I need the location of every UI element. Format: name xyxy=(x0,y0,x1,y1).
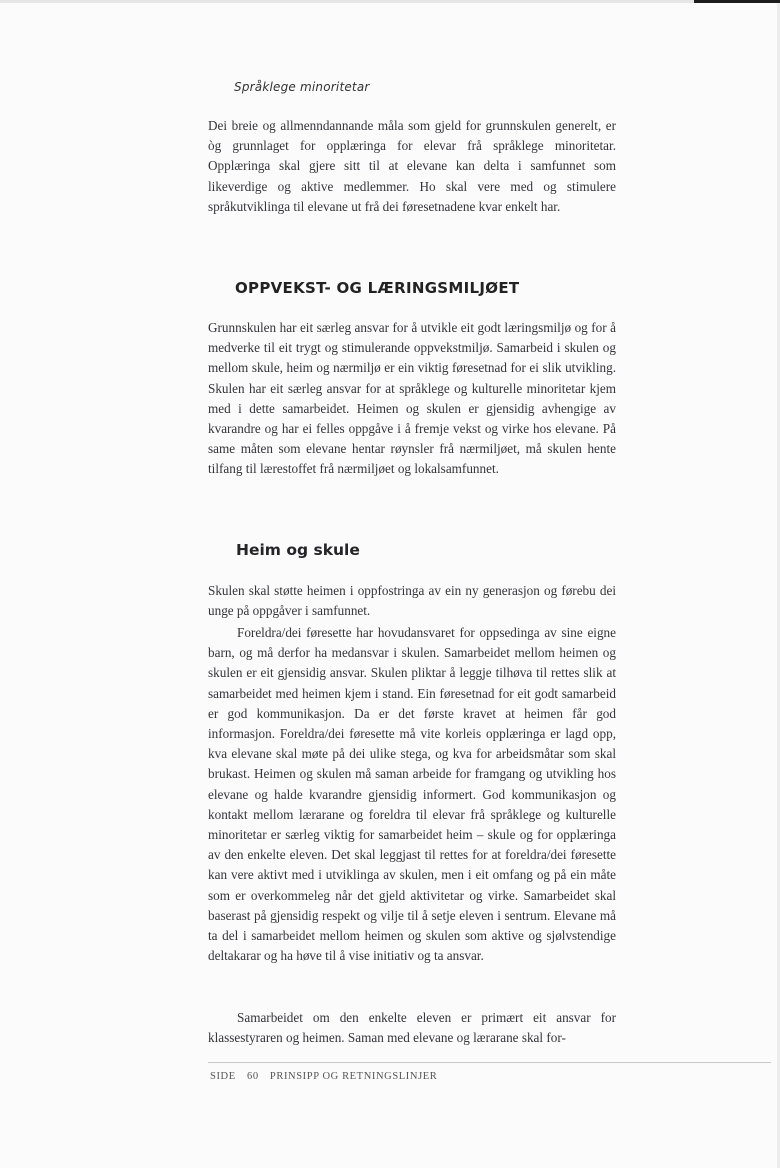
footer-side-label: SIDE xyxy=(210,1071,236,1082)
scan-bar xyxy=(694,0,780,3)
subsection-paragraph-3: Samarbeidet om den enkelte eleven er primært eit ansvar for klassestyraren og heimen. Saman med elevane og lærarane skal for- xyxy=(208,1010,616,1046)
subsection-heading: Heim og skule xyxy=(236,541,360,559)
section-heading: OPPVEKST- OG LÆRINGSMILJØET xyxy=(235,279,520,297)
running-head: Språklege minoritetar xyxy=(234,80,370,94)
subsection-paragraph-2: Foreldra/dei føresette har hovudansvaret for oppsedinga av sine eigne barn, og må derfor ha medansvar i skulen. Samarbeidet mellom heimen og skulen er eit gjensidig ansvar. Skulen pliktar å leggje tilhøva til rettes slik at samarbeidet med heimen kjem i stand. Ein føresetnad for eit godt samarbeid er god kommunikasjon. Da er det første kravet at heimen får god informasjon. Foreldra/dei føresette må vite korleis opplæringa er lagd opp, kva elevane skal møte på dei ulike stega, og kva for arbeidsmåtar som skal brukast. Heimen og skulen må saman arbeide for framgang og utvikling hos elevane og halde kvarandre gjensidig informert. God kommunikasjon og kontakt mellom lærarane og foreldra til elevar frå språklege og kulturelle minoritetar er særleg viktig for samarbeidet heim – skule og for opplæringa av den enkelte eleven. Det skal leggjast til rettes for at foreldra/dei føresette kan vere aktivt med i utviklinga av skulen, men i eit omfang og på ein måte som er overkommeleg når det gjeld aktivitetar og virke. Samarbeidet skal baserast på gjensidig respekt og vilje til å setje eleven i sentrum. Elevane må ta del i samarbeidet mellom heimen og skulen som aktive og sjølvstendige deltakarar og ha høve til å vise initiativ og ta ansvar. xyxy=(208,625,616,964)
page-footer xyxy=(210,1071,445,1082)
footer-title: PRINSIPP OG RETNINGSLINJER xyxy=(269,1071,438,1082)
intro-paragraph: Dei breie og allmenndannande måla som gjeld for grunnskulen generelt, er òg grunnlaget for opplæringa for elevar frå språklege minoritetar. Opplæringa skal gjere sitt til at elevane kan delta i samfunnet som likeverdige og aktive medlemmer. Ho skal vere med og stimulere språkutviklinga til elevane ut frå dei føresetnadene kvar enkelt har. xyxy=(208,118,616,214)
footer-page-number: 60 xyxy=(246,1071,259,1082)
subsection-paragraph-1: Skulen skal støtte heimen i oppfostringa av ein ny generasjon og førebu dei unge på oppgåver i samfunnet. xyxy=(208,583,616,619)
section-paragraph: Grunnskulen har eit særleg ansvar for å utvikle eit godt læringsmiljø og for å medverke til eit trygt og stimulerande oppvekstmiljø. Samarbeid i skulen og mellom skule, heim og nærmiljø er ein viktig føresetnad for ei slik utvikling. Skulen har eit særleg ansvar for at språklege og kulturelle minoritetar kjem med i dette samarbeidet. Heimen og skulen er gjensidig avhengige av kvarandre og har ei felles oppgåve i å fremje vekst og virke hos elevane. På same måten som elevane hentar røynsler frå nærmiljøet, må skulen hente tilfang til lærestoffet frå nærmiljøet og lokalsamfunnet. xyxy=(208,320,616,477)
scan-edge-top xyxy=(0,0,780,3)
footer-rule xyxy=(208,1062,771,1063)
